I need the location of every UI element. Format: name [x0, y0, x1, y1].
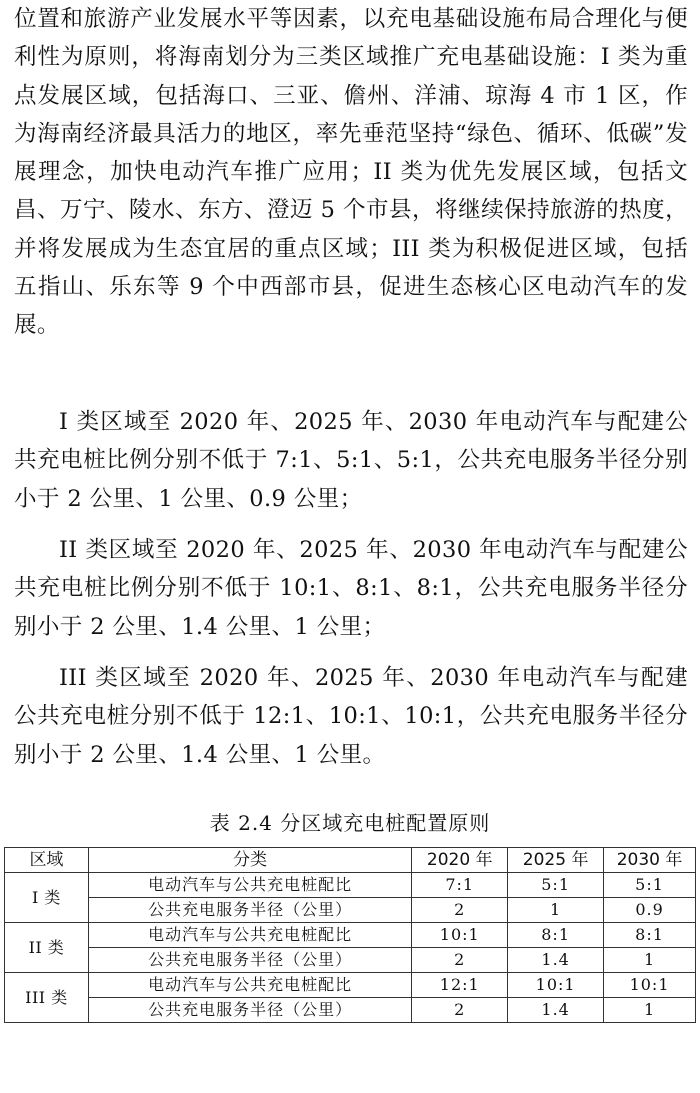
- header-category: 分类: [88, 848, 411, 873]
- category-cell: 公共充电服务半径（公里）: [88, 948, 411, 973]
- header-region: 区域: [5, 848, 89, 873]
- category-cell: 公共充电服务半径（公里）: [88, 898, 411, 923]
- charging-config-table: [4, 847, 696, 1023]
- table-row: [5, 873, 696, 898]
- value-2030-cell: 0.9: [604, 898, 696, 923]
- table-row: [5, 898, 696, 923]
- value-2030-cell: 1: [604, 948, 696, 973]
- table-row: [5, 973, 696, 998]
- value-2025-cell: 10:1: [508, 973, 604, 998]
- category-cell: 电动汽车与公共充电桩配比: [88, 873, 411, 898]
- body-paragraph-class-i: I 类区域至 2020 年、2025 年、2030 年电动汽车与配建公共充电桩比例分别不低于 7:1、5:1、5:1，公共充电服务半径分别小于 2 公里、1 公里、0.9 公里；: [14, 409, 688, 512]
- category-cell: 公共充电服务半径（公里）: [88, 998, 411, 1023]
- table-caption: 表 2.4 分区域充电桩配置原则: [209, 811, 491, 835]
- region-cell: I 类: [5, 873, 89, 923]
- body-paragraph-class-ii: II 类区域至 2020 年、2025 年、2030 年电动汽车与配建公共充电桩比例分别不低于 10:1、8:1、8:1，公共充电服务半径分别小于 2 公里、1.4 公里、1 公里；: [14, 537, 688, 640]
- body-paragraph-region-division: 位置和旅游产业发展水平等因素，以充电基础设施布局合理化与便利性为原则，将海南划分为三类区域推广充电基础设施：I 类为重点发展区域，包括海口、三亚、儋州、洋浦、琼海 4 市 1 区，作为海南经济最具活力的地区，率先垂范坚持“绿色、循环、低碳”发展理念，加快电动汽车推广应用；II 类为优先发展区域，包括文昌、万宁、陵水、东方、澄迈 5 个市县，将继续保持旅游的热度，并将发展成为生态宜居的重点区域；III 类为积极促进区域，包括五指山、乐东等 9 个中西部市县，促进生态核心区电动汽车的发展。: [14, 6, 688, 339]
- value-2030-cell: 1: [604, 998, 696, 1023]
- region-cell: II 类: [5, 923, 89, 973]
- body-paragraph-class-iii: III 类区域至 2020 年、2025 年、2030 年电动汽车与配建公共充电桩分别不低于 12:1、10:1、10:1，公共充电服务半径分别小于 2 公里、1.4 公里、1 公里。: [14, 665, 688, 768]
- category-cell: 电动汽车与公共充电桩配比: [88, 973, 411, 998]
- region-cell: III 类: [5, 973, 89, 1023]
- table-row: [5, 998, 696, 1023]
- header-2020: 2020 年: [412, 848, 508, 873]
- header-2025: 2025 年: [508, 848, 604, 873]
- value-2020-cell: 2: [412, 898, 508, 923]
- value-2030-cell: 8:1: [604, 923, 696, 948]
- value-2020-cell: 10:1: [412, 923, 508, 948]
- value-2025-cell: 8:1: [508, 923, 604, 948]
- value-2020-cell: 12:1: [412, 973, 508, 998]
- value-2025-cell: 1: [508, 898, 604, 923]
- table-row: [5, 948, 696, 973]
- value-2025-cell: 1.4: [508, 948, 604, 973]
- value-2030-cell: 10:1: [604, 973, 696, 998]
- value-2030-cell: 5:1: [604, 873, 696, 898]
- value-2020-cell: 2: [412, 998, 508, 1023]
- value-2025-cell: 5:1: [508, 873, 604, 898]
- value-2025-cell: 1.4: [508, 998, 604, 1023]
- table-header-row: [5, 848, 696, 873]
- value-2020-cell: 2: [412, 948, 508, 973]
- table-row: [5, 923, 696, 948]
- value-2020-cell: 7:1: [412, 873, 508, 898]
- header-2030: 2030 年: [604, 848, 696, 873]
- category-cell: 电动汽车与公共充电桩配比: [88, 923, 411, 948]
